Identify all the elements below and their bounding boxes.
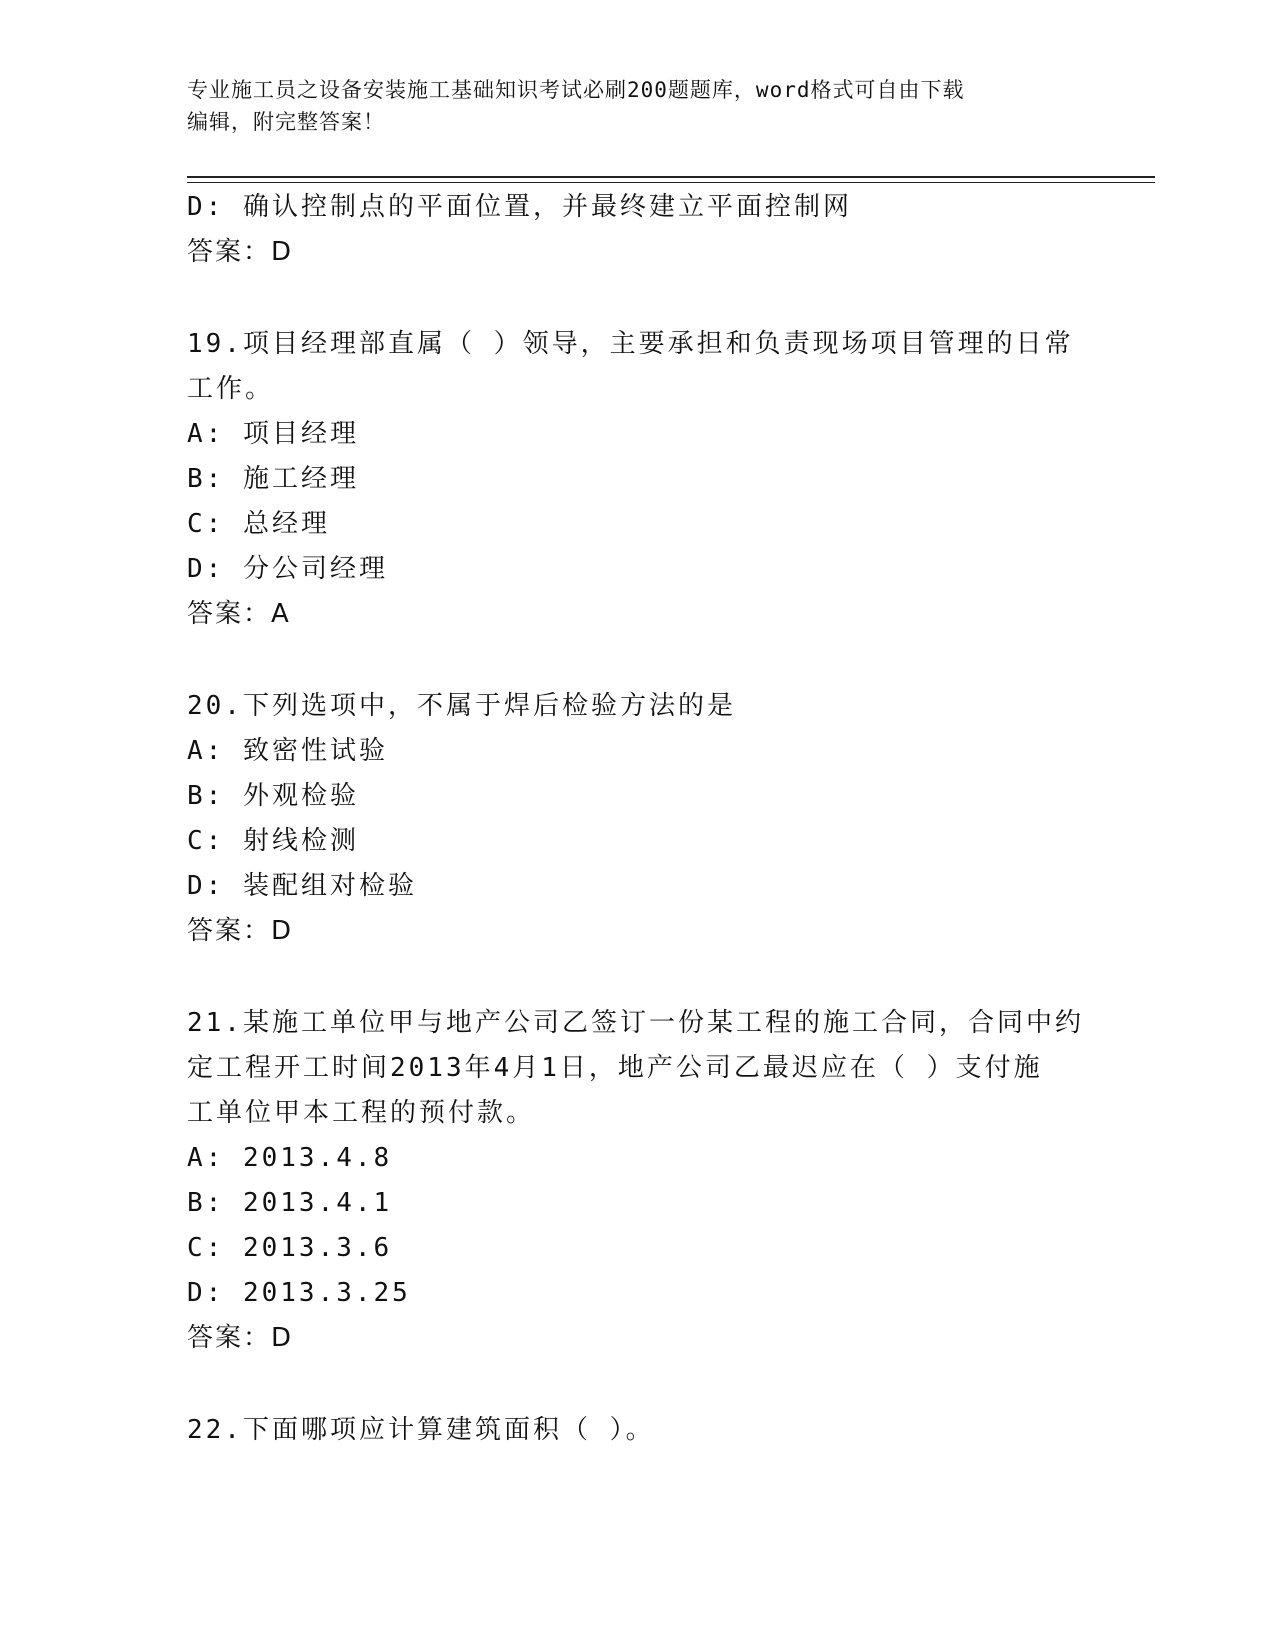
header-divider-thin [187,182,1155,183]
q20-option-d: D: 装配组对检验 [187,871,417,901]
q21-option-b: B: 2013.4.1 [187,1188,393,1218]
q19-option-a: A: 项目经理 [187,419,359,449]
q20-option-a: A: 致密性试验 [187,736,388,766]
prev-option-d: D: 确认控制点的平面位置，并最终建立平面控制网 [187,192,852,222]
header-divider-thick [187,176,1155,178]
spacer [187,1361,1087,1408]
q20-option-c: C: 射线检测 [187,826,359,856]
q21-option-a: A: 2013.4.8 [187,1143,393,1173]
header-line-2: 编辑，附完整答案！ [187,110,385,134]
q19-stem-line-2: 工作。 [187,374,275,404]
q20-answer: 答案：D [187,916,294,946]
q21-option-d: D: 2013.3.25 [187,1278,411,1308]
q20-stem-line-1: 20.下列选项中，不属于焊后检验方法的是 [187,691,736,721]
q21-stem-line-3: 工单位甲本工程的预付款。 [187,1098,536,1128]
q21-stem-line-1: 21.某施工单位甲与地产公司乙签订一份某工程的施工合同，合同中约 [187,1008,1084,1038]
document-header [187,74,1087,138]
question-content [187,185,1087,1453]
prev-answer: 答案：D [187,237,294,267]
q19-option-c: C: 总经理 [187,509,330,539]
q19-option-d: D: 分公司经理 [187,554,388,584]
spacer [187,954,1087,1001]
header-line-1: 专业施工员之设备安装施工基础知识考试必刷200题题库，word格式可自由下载 [187,78,965,102]
q20-option-b: B: 外观检验 [187,781,359,811]
q19-stem-line-1: 19.项目经理部直属（ ）领导，主要承担和负责现场项目管理的日常 [187,329,1074,359]
q19-option-b: B: 施工经理 [187,464,359,494]
q21-answer: 答案：D [187,1323,294,1353]
spacer [187,275,1087,322]
q21-option-c: C: 2013.3.6 [187,1233,393,1263]
q21-stem-line-2: 定工程开工时间2013年4月1日，地产公司乙最迟应在（ ）支付施 [187,1053,1043,1083]
q19-answer: 答案：A [187,599,291,629]
spacer [187,637,1087,684]
q22-stem-line-1: 22.下面哪项应计算建筑面积（ ）。 [187,1415,655,1445]
